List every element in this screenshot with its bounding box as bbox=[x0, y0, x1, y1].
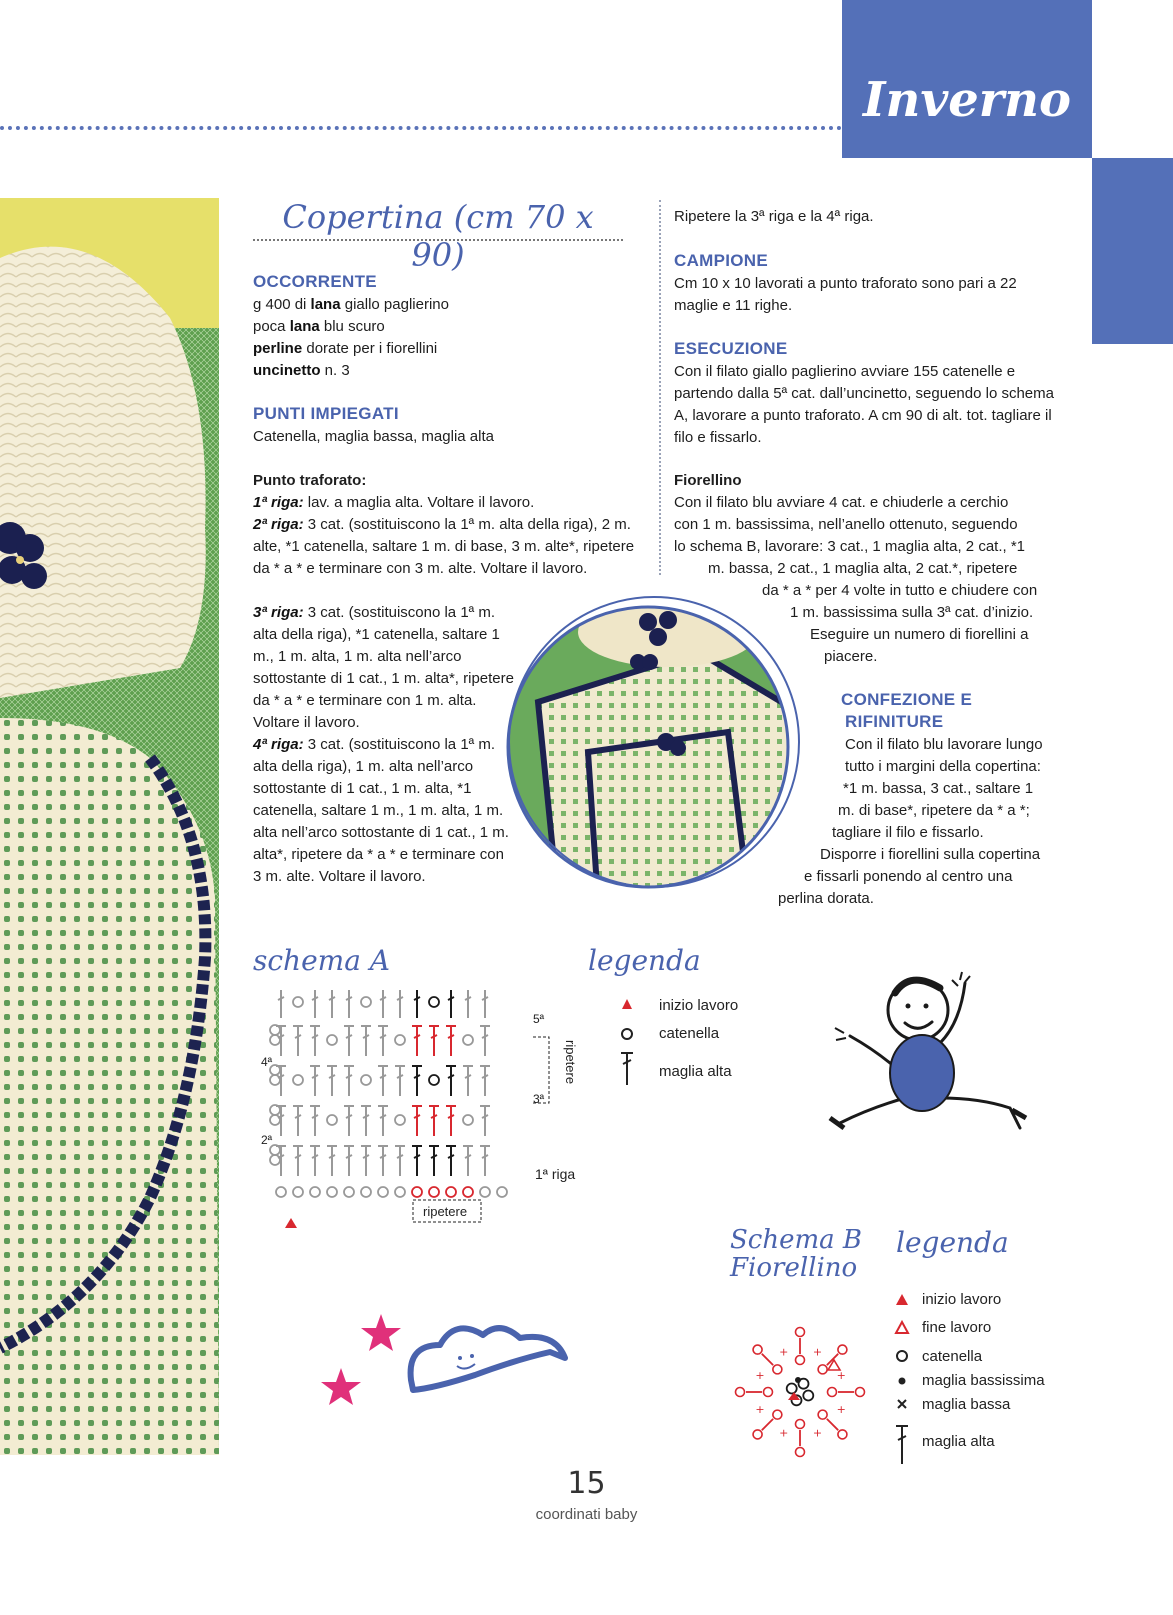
traforato-rows bbox=[253, 492, 638, 580]
double-crochet-icon bbox=[621, 1053, 633, 1085]
fiorellino-line: 1 m. bassissima sulla 3ª cat. d’inizio. bbox=[790, 604, 1034, 621]
double-crochet-symbol bbox=[446, 1146, 456, 1176]
double-crochet-symbol bbox=[310, 1146, 320, 1176]
double-crochet-symbol bbox=[446, 1066, 456, 1096]
star-icon bbox=[321, 1368, 361, 1405]
end-triangle-icon bbox=[896, 1322, 908, 1333]
chain-symbol bbox=[480, 1187, 490, 1197]
double-crochet-symbol bbox=[361, 1146, 371, 1176]
ripetere-horizontal: ripetere bbox=[423, 1204, 468, 1219]
chain-symbol bbox=[446, 1187, 456, 1197]
legenda-b-item: maglia alta bbox=[922, 1433, 995, 1450]
double-crochet-symbol bbox=[480, 1106, 490, 1136]
double-crochet-symbol bbox=[446, 990, 456, 1018]
fiorellino-line: lo schema B, lavorare: 3 cat., 1 maglia alta, 2 cat., *1 bbox=[674, 538, 1026, 555]
double-crochet-icon bbox=[896, 1426, 908, 1464]
chain-symbol bbox=[361, 997, 371, 1007]
chain-symbol bbox=[270, 1075, 280, 1085]
confezione-line: e fissarli ponendo al centro una bbox=[804, 868, 1013, 885]
confezione-line: *1 m. bassa, 3 cat., saltare 1 bbox=[843, 780, 1034, 797]
traforato-heading: Punto traforato: bbox=[253, 472, 367, 489]
double-crochet-symbol bbox=[361, 1106, 371, 1136]
title-underline bbox=[253, 239, 623, 241]
double-crochet-symbol bbox=[827, 1419, 838, 1430]
chain-symbol bbox=[270, 1035, 280, 1045]
traforato-row-4: 4ª riga: 3 cat. (sostituiscono la 1ª m. alta della riga), 1 m. alta nell’arco sottostante di 1 cat., 1 m. alta, *1 catenella, saltare 1 m., 1 m. alta, 1 m. alta nell’arco sottostante di 1 cat., 1 m. alta*, ripetere da * a * e terminare con 3 m. alte. Voltare il lavoro. bbox=[253, 736, 509, 885]
chain-symbol bbox=[796, 1356, 805, 1365]
double-crochet-symbol bbox=[480, 1066, 490, 1096]
chain-symbol bbox=[497, 1187, 507, 1197]
slip-stitch-dot-icon bbox=[899, 1378, 906, 1385]
single-crochet-symbol: + bbox=[836, 1369, 846, 1383]
double-crochet-symbol bbox=[463, 990, 473, 1018]
double-crochet-symbol bbox=[412, 990, 422, 1018]
fiorellino-line: Eseguire un numero di fiorellini a bbox=[810, 626, 1029, 643]
column-divider bbox=[659, 200, 661, 575]
double-crochet-symbol bbox=[480, 1026, 490, 1056]
double-crochet-symbol bbox=[276, 990, 286, 1018]
confezione-line: Disporre i fiorellini sulla copertina bbox=[820, 846, 1041, 863]
legenda-a-symbols bbox=[613, 996, 643, 1096]
schema-b-title-line: Fiorellino bbox=[730, 1253, 858, 1283]
double-crochet-symbol bbox=[480, 990, 490, 1018]
confezione-line: Con il filato blu lavorare lungo bbox=[845, 736, 1043, 753]
legenda-b-item: inizio lavoro bbox=[922, 1291, 1002, 1308]
occorrente-line: poca lana blu scuro bbox=[253, 318, 385, 335]
fiorellino-line: da * a * per 4 volte in tutto e chiudere con bbox=[762, 582, 1038, 599]
chain-symbol bbox=[327, 1115, 337, 1125]
chain-symbol bbox=[270, 1115, 280, 1125]
chain-symbol bbox=[327, 1187, 337, 1197]
schema-b-title bbox=[730, 1226, 862, 1282]
double-crochet-symbol bbox=[378, 1066, 388, 1096]
confezione-heading-2: RIFINITURE bbox=[845, 712, 944, 731]
chain-symbol bbox=[838, 1345, 847, 1354]
page-title: Copertina (cm 70 x 90) bbox=[282, 198, 594, 274]
section-tab-extension bbox=[1092, 158, 1173, 344]
confezione-heading-1: CONFEZIONE E bbox=[841, 690, 973, 709]
chain-symbol bbox=[828, 1388, 837, 1397]
campione-text: Cm 10 x 10 lavorati a punto traforato sono pari a 22 maglie e 11 righe. bbox=[674, 275, 1017, 314]
double-crochet-symbol bbox=[446, 1026, 456, 1056]
chain-symbol bbox=[818, 1365, 827, 1374]
double-crochet-symbol bbox=[276, 1106, 286, 1136]
chain-symbol bbox=[463, 1115, 473, 1125]
chain-symbol bbox=[327, 1035, 337, 1045]
schema-a-title: schema A bbox=[253, 944, 391, 977]
chain-symbol bbox=[395, 1035, 405, 1045]
legenda-b-item: maglia bassissima bbox=[922, 1372, 1045, 1389]
double-crochet-symbol bbox=[378, 1106, 388, 1136]
chain-symbol bbox=[753, 1345, 762, 1354]
double-crochet-symbol bbox=[412, 1066, 422, 1096]
esecuzione-heading: ESECUZIONE bbox=[674, 339, 788, 358]
row-label-5: 5ª bbox=[533, 1012, 545, 1026]
legenda-b-item: maglia bassa bbox=[922, 1396, 1011, 1413]
punti-text: Catenella, maglia bassa, maglia alta bbox=[253, 428, 494, 445]
chain-symbol bbox=[818, 1410, 827, 1419]
blanket-photo bbox=[0, 198, 219, 1455]
chain-symbol bbox=[270, 1025, 280, 1035]
chain-symbol bbox=[361, 1187, 371, 1197]
double-crochet-symbol bbox=[412, 1026, 422, 1056]
chain-symbol bbox=[395, 1115, 405, 1125]
double-crochet-symbol bbox=[276, 1066, 286, 1096]
stars-cloud-illustration bbox=[315, 1300, 575, 1420]
star-icon bbox=[361, 1314, 401, 1351]
chain-symbol bbox=[378, 1187, 388, 1197]
chain-symbol bbox=[773, 1410, 782, 1419]
fiorellino-line: piacere. bbox=[824, 648, 878, 665]
double-crochet-symbol bbox=[446, 1106, 456, 1136]
double-crochet-symbol bbox=[762, 1419, 773, 1430]
stick-figure-illustration bbox=[800, 958, 1035, 1143]
legenda-b-item: catenella bbox=[922, 1348, 983, 1365]
occorrente-line: g 400 di lana giallo paglierino bbox=[253, 296, 449, 313]
header-dotted-rule bbox=[0, 126, 842, 130]
confezione-line: tutto i margini della copertina: bbox=[845, 758, 1041, 775]
occorrente-line: perline dorate per i fiorellini bbox=[253, 340, 438, 357]
traforato-rows-narrow bbox=[253, 602, 515, 888]
double-crochet-symbol bbox=[344, 990, 354, 1018]
double-crochet-symbol bbox=[378, 1026, 388, 1056]
double-crochet-symbol bbox=[327, 990, 337, 1018]
double-crochet-symbol bbox=[429, 1146, 439, 1176]
double-crochet-symbol bbox=[310, 1066, 320, 1096]
row-label-4: 4ª bbox=[261, 1055, 273, 1069]
ripetere-vertical: ripetere bbox=[563, 1040, 578, 1085]
chain-symbol bbox=[463, 1035, 473, 1045]
chain-symbol bbox=[276, 1187, 286, 1197]
row-label-1: 1ª riga bbox=[535, 1166, 576, 1182]
double-crochet-symbol bbox=[762, 1354, 773, 1365]
double-crochet-symbol bbox=[395, 1066, 405, 1096]
chain-symbol bbox=[773, 1365, 782, 1374]
section-tab-title: Inverno bbox=[863, 72, 1071, 128]
chain-symbol bbox=[796, 1448, 805, 1457]
traforato-row-2: 2ª riga: 3 cat. (sostituiscono la 1ª m. alta della riga), 2 m. alte, *1 catenella, saltare 1 m. di base, 3 m. alte*, ripetere da * a * e terminare con 3 m. alte. Voltare il lavoro. bbox=[253, 516, 635, 577]
page-number: 15 bbox=[567, 1466, 606, 1501]
double-crochet-symbol bbox=[310, 1106, 320, 1136]
double-crochet-symbol bbox=[344, 1146, 354, 1176]
single-crochet-symbol: + bbox=[812, 1345, 823, 1359]
chain-symbol bbox=[293, 1075, 303, 1085]
occorrente-heading: OCCORRENTE bbox=[253, 272, 377, 291]
double-crochet-symbol bbox=[395, 990, 405, 1018]
chain-symbol bbox=[310, 1187, 320, 1197]
single-crochet-x-icon bbox=[898, 1400, 906, 1408]
double-crochet-symbol bbox=[429, 1106, 439, 1136]
single-crochet-symbol: + bbox=[812, 1426, 823, 1440]
confezione-line: tagliare il filo e fissarlo. bbox=[832, 824, 984, 841]
single-crochet-symbol: + bbox=[755, 1369, 765, 1383]
double-crochet-symbol bbox=[429, 1026, 439, 1056]
legenda-a-title: legenda bbox=[588, 944, 701, 977]
chain-symbol bbox=[293, 1187, 303, 1197]
cloud-icon bbox=[411, 1328, 565, 1390]
double-crochet-symbol bbox=[463, 1146, 473, 1176]
chain-symbol bbox=[463, 1187, 473, 1197]
traforato-row-3: 3ª riga: 3 cat. (sostituiscono la 1ª m. alta della riga), *1 catenella, saltare 1 m., 1 m. alta, 1 m. alta nell’arco sottostante di 1 cat., 1 m. alta*, ripetere da * a * e terminare con 1 m. alta. Voltare il lavoro. bbox=[253, 604, 514, 731]
double-crochet-symbol bbox=[480, 1146, 490, 1176]
legenda-b-title: legenda bbox=[896, 1226, 1009, 1259]
legenda-a-item: inizio lavoro bbox=[659, 997, 739, 1014]
esecuzione-text: Con il filato giallo paglierino avviare 155 catenelle e partendo dalla 5ª cat. dall’uncinetto, seguendo lo schema A, lavorare a punto traforato. A cm 90 di alt. tot. tagliare il filo e fissarlo. bbox=[674, 363, 1054, 446]
double-crochet-symbol bbox=[276, 1026, 286, 1056]
schema-b-title-line: Schema B bbox=[730, 1225, 863, 1255]
punti-heading: PUNTI IMPIEGATI bbox=[253, 404, 399, 423]
double-crochet-symbol bbox=[310, 1026, 320, 1056]
legenda-b-item: fine lavoro bbox=[922, 1319, 992, 1336]
row-label-2: 2ª bbox=[261, 1133, 273, 1147]
campione-heading: CAMPIONE bbox=[674, 251, 769, 270]
double-crochet-symbol bbox=[361, 1026, 371, 1056]
double-crochet-symbol bbox=[344, 1106, 354, 1136]
fiorellino-line: m. bassa, 2 cat., 1 maglia alta, 2 cat.*, ripetere bbox=[708, 560, 1018, 577]
fiorellino-heading: Fiorellino bbox=[674, 472, 742, 489]
legenda-a-item: catenella bbox=[659, 1025, 720, 1042]
legenda-a-item: maglia alta bbox=[659, 1063, 732, 1080]
confezione-line: perlina dorata. bbox=[778, 890, 874, 907]
double-crochet-symbol bbox=[395, 1146, 405, 1176]
circular-photo bbox=[498, 592, 808, 902]
schema-b-diagram bbox=[728, 1320, 878, 1470]
occorrente-line: uncinetto n. 3 bbox=[253, 362, 350, 379]
chain-symbol bbox=[293, 997, 303, 1007]
chain-symbol bbox=[429, 1075, 439, 1085]
page-caption: coordinati baby bbox=[535, 1506, 638, 1523]
chain-symbol bbox=[838, 1430, 847, 1439]
fiorellino-line: Con il filato blu avviare 4 cat. e chiuderle a cerchio bbox=[674, 494, 1009, 511]
chain-symbol bbox=[803, 1391, 813, 1401]
chain-symbol bbox=[753, 1430, 762, 1439]
single-crochet-symbol: + bbox=[779, 1426, 789, 1440]
double-crochet-symbol bbox=[378, 990, 388, 1018]
chain-circle-icon bbox=[622, 1029, 632, 1039]
double-crochet-symbol bbox=[344, 1066, 354, 1096]
confezione-line: m. di base*, ripetere da * a *; bbox=[838, 802, 1030, 819]
double-crochet-symbol bbox=[327, 1146, 337, 1176]
chain-symbol bbox=[856, 1388, 865, 1397]
chain-circle-icon bbox=[897, 1351, 907, 1361]
start-marker bbox=[285, 1218, 297, 1228]
double-crochet-symbol bbox=[293, 1106, 303, 1136]
chain-symbol bbox=[787, 1383, 797, 1393]
occorrente-list bbox=[253, 294, 518, 382]
legenda-b-symbols bbox=[890, 1290, 914, 1470]
double-crochet-symbol bbox=[327, 1066, 337, 1096]
single-crochet-symbol: + bbox=[836, 1402, 846, 1416]
double-crochet-symbol bbox=[293, 1026, 303, 1056]
double-crochet-symbol bbox=[344, 1026, 354, 1056]
fiorellino-line: con 1 m. bassissima, nell’anello ottenuto, seguendo bbox=[674, 516, 1018, 533]
chain-symbol bbox=[796, 1420, 805, 1429]
double-crochet-symbol bbox=[310, 990, 320, 1018]
chain-symbol bbox=[270, 1105, 280, 1115]
double-crochet-symbol bbox=[463, 1066, 473, 1096]
chain-symbol bbox=[395, 1187, 405, 1197]
chain-symbol bbox=[796, 1328, 805, 1337]
chain-symbol bbox=[344, 1187, 354, 1197]
chain-symbol bbox=[270, 1155, 280, 1165]
chain-symbol bbox=[361, 1075, 371, 1085]
slip-stitch-symbol bbox=[795, 1377, 801, 1383]
chain-symbol bbox=[429, 1187, 439, 1197]
single-crochet-symbol: + bbox=[779, 1345, 789, 1359]
double-crochet-symbol bbox=[412, 1146, 422, 1176]
single-crochet-symbol: + bbox=[755, 1402, 765, 1416]
double-crochet-symbol bbox=[378, 1146, 388, 1176]
chain-symbol bbox=[429, 997, 439, 1007]
traforato-row-1: 1ª riga: lav. a maglia alta. Voltare il lavoro. bbox=[253, 494, 535, 511]
double-crochet-symbol bbox=[276, 1146, 286, 1176]
chain-symbol bbox=[764, 1388, 773, 1397]
schema-a-diagram bbox=[253, 990, 583, 1235]
double-crochet-symbol bbox=[293, 1146, 303, 1176]
chain-symbol bbox=[736, 1388, 745, 1397]
start-triangle-icon bbox=[896, 1294, 908, 1305]
row-label-3: 3ª bbox=[533, 1092, 545, 1106]
chain-symbol bbox=[412, 1187, 422, 1197]
repeat-text: Ripetere la 3ª riga e la 4ª riga. bbox=[674, 208, 874, 225]
double-crochet-symbol bbox=[412, 1106, 422, 1136]
start-triangle-icon bbox=[622, 999, 632, 1009]
